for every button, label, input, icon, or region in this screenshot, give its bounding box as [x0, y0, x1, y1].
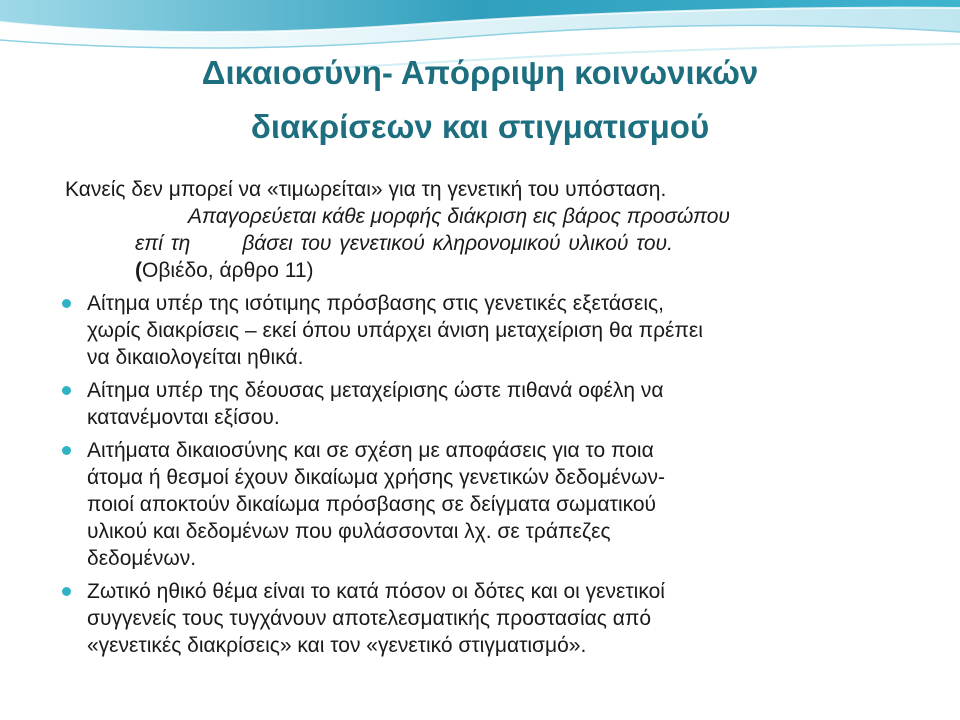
- bullet-line: υλικού και δεδομένων που φυλάσσονται λχ. σε τράπεζες: [87, 520, 611, 543]
- bullet-line: άτομα ή θεσμοί έχουν δικαίωμα χρήσης γενετικών δεδομένων-: [87, 466, 666, 489]
- bullet-line: ποιοί αποκτούν δικαίωμα πρόσβασης σε δείγματα σωματικού: [87, 493, 657, 516]
- quote-line-2: [65, 230, 925, 257]
- citation: [65, 257, 925, 284]
- quote-line-2-start: επί τη: [135, 232, 191, 255]
- bullet-line: κατανέμονται εξίσου.: [87, 406, 280, 429]
- slide-title: [90, 46, 870, 154]
- intro-text: Κανείς δεν μπορεί να «τιμωρείται» για τη γενετική του υπόσταση.: [65, 178, 667, 201]
- bullet-line: Αίτημα υπέρ της δέουσας μεταχείρισης ώστε πιθανά οφέλη να: [87, 379, 664, 402]
- bullet-dot-icon: [62, 446, 71, 455]
- citation-paren: (: [135, 259, 142, 282]
- bullet-line: δεδομένων.: [87, 547, 197, 570]
- bullet-line: Αιτήματα δικαιοσύνης και σε σχέση με αποφάσεις για το ποια: [87, 439, 654, 462]
- bullet-line: να δικαιολογείται ηθικά.: [87, 346, 304, 369]
- citation-text: Οβιέδο, άρθρο 11): [142, 259, 314, 282]
- title-line-1: Δικαιοσύνη- Απόρριψη κοινωνικών: [201, 54, 759, 91]
- bullet-line: Ζωτικό ηθικό θέμα είναι το κατά πόσον οι δότες και οι γενετικοί: [87, 580, 665, 603]
- bullet-item: [65, 578, 925, 659]
- bullet-line: «γενετικές διακρίσεις» και τον «γενετικό στιγματισμό».: [87, 634, 587, 657]
- title-line-2: διακρίσεων και στιγματισμού: [250, 108, 710, 145]
- bullet-dot-icon: [62, 587, 71, 596]
- bullet-line: συγγενείς τους τυγχάνουν αποτελεσματικής προστασίας από: [87, 607, 652, 630]
- bullet-dot-icon: [62, 386, 71, 395]
- bullet-item: [65, 290, 925, 371]
- quote-line-2-end: βάσει του γενετικού κληρονομικού υλικού του.: [242, 232, 673, 255]
- bullet-item: [65, 377, 925, 431]
- quote-line-1: Απαγορεύεται κάθε μορφής διάκριση εις βάρος προσώπου: [188, 205, 730, 228]
- bullet-line: Αίτημα υπέρ της ισότιμης πρόσβασης στις γενετικές εξετάσεις,: [87, 292, 664, 315]
- bullet-dot-icon: [62, 299, 71, 308]
- slide-body: [65, 176, 925, 665]
- bullet-line: χωρίς διακρίσεις – εκεί όπου υπάρχει άνιση μεταχείριση θα πρέπει: [87, 319, 703, 342]
- bullet-list: [65, 290, 925, 659]
- bullet-item: [65, 437, 925, 572]
